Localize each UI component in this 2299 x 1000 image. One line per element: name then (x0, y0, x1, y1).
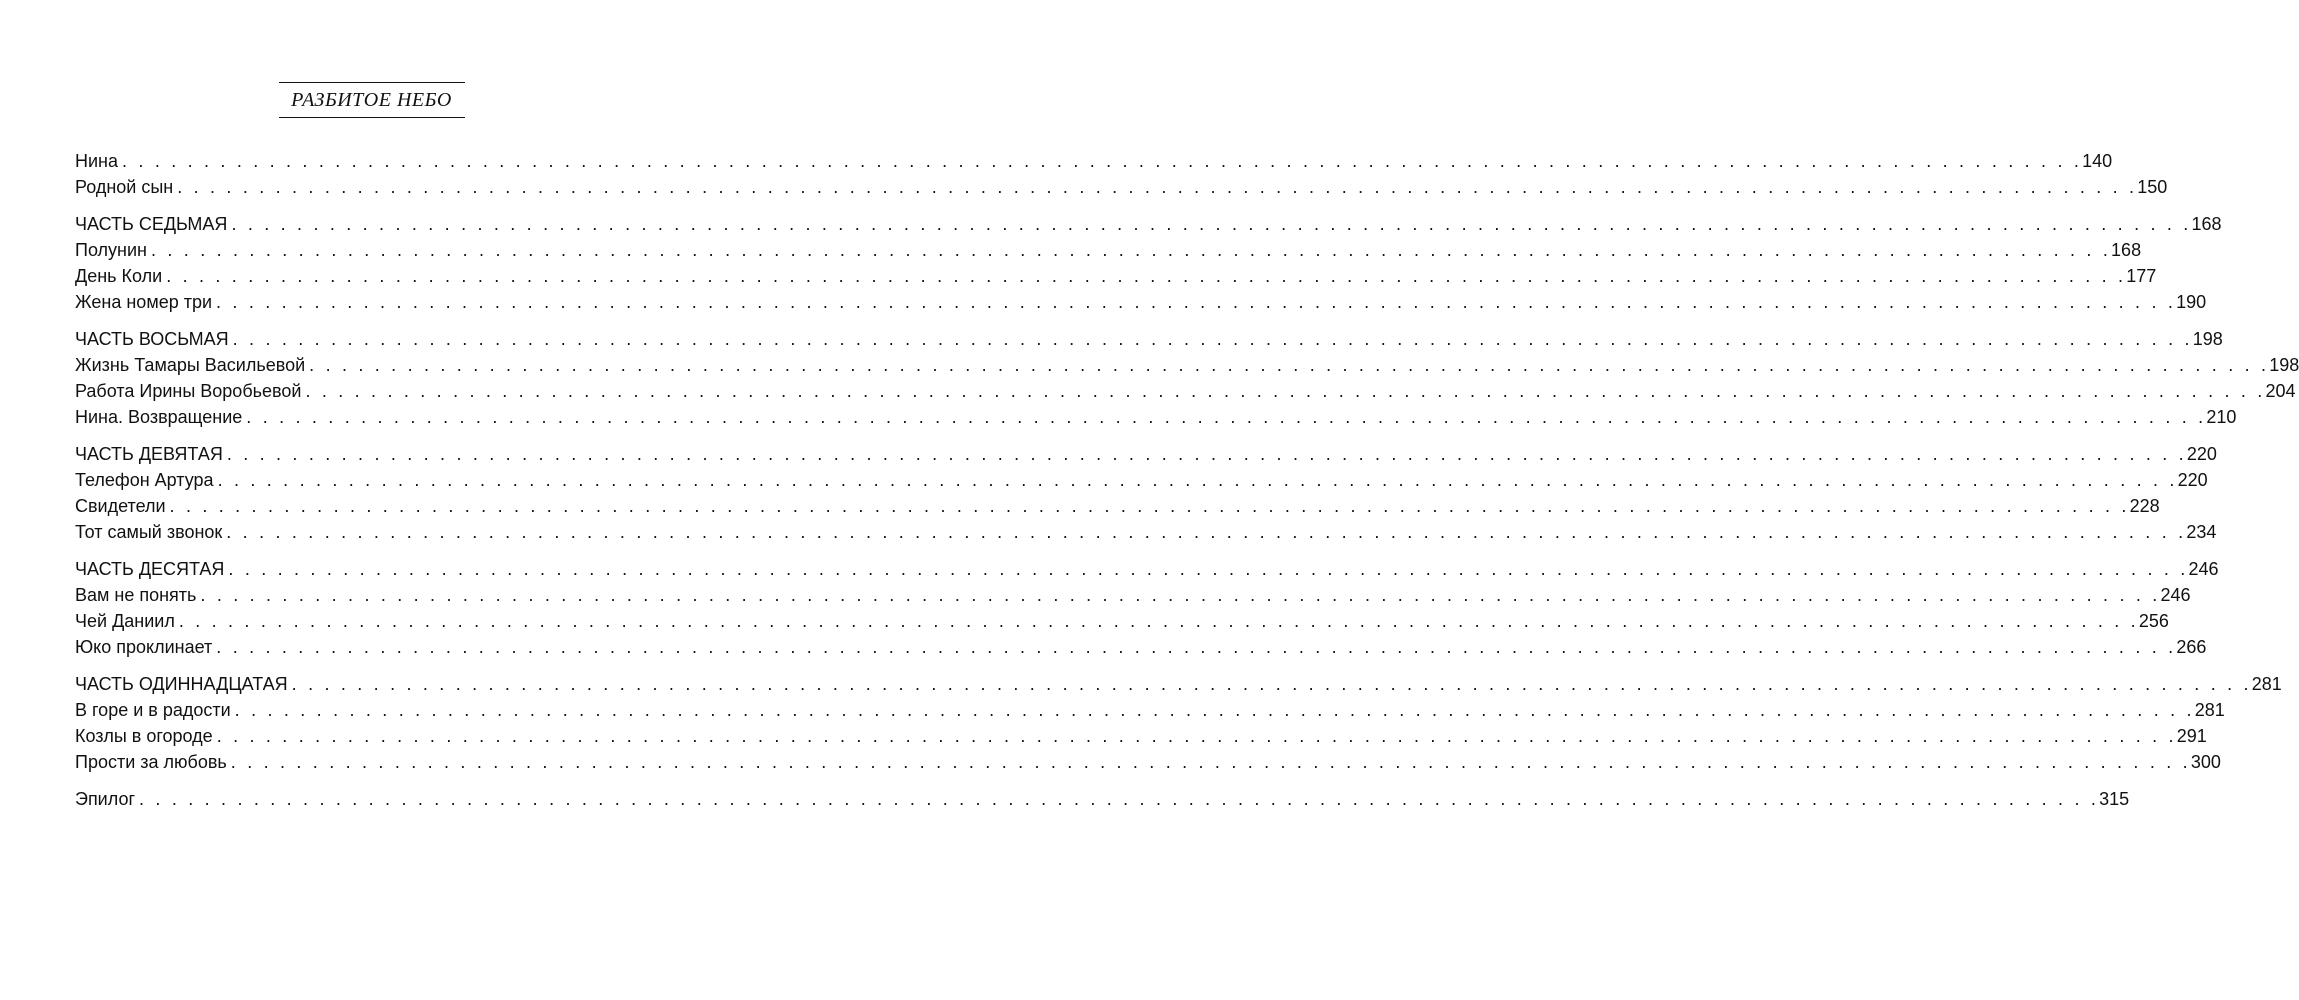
toc-entry-page: 246 (2160, 585, 2191, 605)
header-title: РАЗБИТОЕ НЕБО (291, 89, 452, 111)
toc-entry (75, 634, 2207, 660)
toc-entry (75, 786, 2130, 812)
toc-dot-leader: . . . . . . . . . . . . . . . . . . . . . . . . . . . . . . . . . . . . . . . . . . . . . . . . . . . . . . . . . . . . . . . . . . . . . . . . . . . . . . . . . . . . . . . . . . . . . . . . . . . . . . . . . . . . . . . . . . . . . . . . (216, 726, 2177, 746)
toc-entry (75, 493, 2160, 519)
toc-dot-leader: . . . . . . . . . . . . . . . . . . . . . . . . . . . . . . . . . . . . . . . . . . . . . . . . . . . . . . . . . . . . . . . . . . . . . . . . . . . . . . . . . . . . . . . . . . . . . . . . . . . . . . . . . . . . . . . . . . . . . . . . (228, 559, 2189, 579)
toc-entry-page: 168 (2111, 240, 2142, 260)
toc-entry (75, 326, 2223, 352)
toc-entry-page: 246 (2188, 559, 2219, 579)
toc-dot-leader: . . . . . . . . . . . . . . . . . . . . . . . . . . . . . . . . . . . . . . . . . . . . . . . . . . . . . . . . . . . . . . . . . . . . . . . . . . . . . . . . . . . . . . . . . . . . . . . . . . . . . . . . . . . . . . . . . . . . . . . . (178, 611, 2139, 631)
toc-group (75, 556, 2219, 660)
toc-dot-leader: . . . . . . . . . . . . . . . . . . . . . . . . . . . . . . . . . . . . . . . . . . . . . . . . . . . . . . . . . . . . . . . . . . . . . . . . . . . . . . . . . . . . . . . . . . . . . . . . . . . . . . . . . . . . . . . . . . . . . . . . (226, 444, 2187, 464)
toc-entry-title: Телефон Артура (75, 470, 214, 490)
toc-dot-leader: . . . . . . . . . . . . . . . . . . . . . . . . . . . . . . . . . . . . . . . . . . . . . . . . . . . . . . . . . . . . . . . . . . . . . . . . . . . . . . . . . . . . . . . . . . . . . . . . . . . . . . . . . . . . . . . . . . . . . . . . (217, 470, 2178, 490)
toc-dot-leader: . . . . . . . . . . . . . . . . . . . . . . . . . . . . . . . . . . . . . . . . . . . . . . . . . . . . . . . . . . . . . . . . . . . . . . . . . . . . . . . . . . . . . . . . . . . . . . . . . . . . . . . . . . . . . . . . . . . . . . . . (216, 637, 2177, 657)
toc-entry-title: Жизнь Тамары Васильевой (75, 355, 306, 375)
toc-entry-title: Нина (75, 151, 119, 171)
toc-entry-title: Свидетели (75, 496, 166, 516)
toc-entry (75, 697, 2225, 723)
toc-entry-page: 150 (2137, 177, 2168, 197)
toc-dot-leader: . . . . . . . . . . . . . . . . . . . . . . . . . . . . . . . . . . . . . . . . . . . . . . . . . . . . . . . . . . . . . . . . . . . . . . . . . . . . . . . . . . . . . . . . . . . . . . . . . . . . . . . . . . . . . . . . . . . . . . . . (231, 214, 2192, 234)
toc-entry (75, 608, 2169, 634)
toc-entry-title: Полунин (75, 240, 147, 260)
toc-entry (75, 749, 2221, 775)
toc-entry (75, 174, 2168, 200)
running-header (0, 82, 743, 118)
toc-entry-page: 291 (2176, 726, 2207, 746)
toc-entry-page: 281 (2251, 674, 2282, 694)
toc-group (75, 786, 2130, 812)
toc-entry-title: Тот самый звонок (75, 522, 223, 542)
toc-entry-page: 210 (2206, 407, 2237, 427)
toc-dot-leader: . . . . . . . . . . . . . . . . . . . . . . . . . . . . . . . . . . . . . . . . . . . . . . . . . . . . . . . . . . . . . . . . . . . . . . . . . . . . . . . . . . . . . . . . . . . . . . . . . . . . . . . . . . . . . . . . . . . . . . . . (200, 585, 2161, 605)
toc-group (75, 211, 2222, 315)
toc-entry (75, 289, 2207, 315)
toc-entry-page: 300 (2190, 752, 2221, 772)
toc-entry-title: Юко проклинает (75, 637, 213, 657)
toc-entry-page: 220 (2186, 444, 2217, 464)
toc-dot-leader: . . . . . . . . . . . . . . . . . . . . . . . . . . . . . . . . . . . . . . . . . . . . . . . . . . . . . . . . . . . . . . . . . . . . . . . . . . . . . . . . . . . . . . . . . . . . . . . . . . . . . . . . . . . . . . . . . . . . . . . . (246, 407, 2207, 427)
toc-entry-page: 190 (2176, 292, 2207, 312)
toc-group (75, 326, 2299, 430)
header-rule-box (279, 82, 465, 118)
toc-entry (75, 519, 2217, 545)
toc-entry-page: 140 (2082, 151, 2113, 171)
toc-entry (75, 556, 2219, 582)
toc-entry-title: ЧАСТЬ ДЕВЯТАЯ (75, 444, 223, 464)
toc-dot-leader: . . . . . . . . . . . . . . . . . . . . . . . . . . . . . . . . . . . . . . . . . . . . . . . . . . . . . . . . . . . . . . . . . . . . . . . . . . . . . . . . . . . . . . . . . . . . . . . . . . . . . . . . . . . . . . . . . . . . . . . . (232, 329, 2193, 349)
toc-entry (75, 467, 2208, 493)
toc-entry (75, 723, 2207, 749)
toc-entry-title: ЧАСТЬ ВОСЬМАЯ (75, 329, 229, 349)
toc-entry-title: В горе и в радости (75, 700, 231, 720)
toc-entry-page: 256 (2138, 611, 2169, 631)
toc-entry (75, 237, 2142, 263)
toc-entry-title: Родной сын (75, 177, 174, 197)
table-of-contents (75, 148, 2299, 823)
toc-dot-leader: . . . . . . . . . . . . . . . . . . . . . . . . . . . . . . . . . . . . . . . . . . . . . . . . . . . . . . . . . . . . . . . . . . . . . . . . . . . . . . . . . . . . . . . . . . . . . . . . . . . . . . . . . . . . . . . . . . . . . . . . (216, 292, 2177, 312)
toc-entry-page: 168 (2191, 214, 2222, 234)
toc-entry-title: Прости за любовь (75, 752, 227, 772)
toc-dot-leader: . . . . . . . . . . . . . . . . . . . . . . . . . . . . . . . . . . . . . . . . . . . . . . . . . . . . . . . . . . . . . . . . . . . . . . . . . . . . . . . . . . . . . . . . . . . . . . . . . . . . . . . . . . . . . . . . . . . . . . . . (139, 789, 2100, 809)
toc-entry-title: Козлы в огороде (75, 726, 213, 746)
toc-entry (75, 671, 2282, 697)
toc-entry-page: 198 (2192, 329, 2223, 349)
toc-dot-leader: . . . . . . . . . . . . . . . . . . . . . . . . . . . . . . . . . . . . . . . . . . . . . . . . . . . . . . . . . . . . . . . . . . . . . . . . . . . . . . . . . . . . . . . . . . . . . . . . . . . . . . . . . . . . . . . . . . . . . . . . (169, 496, 2130, 516)
toc-entry-title: Жена номер три (75, 292, 213, 312)
toc-entry (75, 352, 2299, 378)
toc-entry-title: Эпилог (75, 789, 136, 809)
toc-entry (75, 148, 2113, 174)
toc-dot-leader: . . . . . . . . . . . . . . . . . . . . . . . . . . . . . . . . . . . . . . . . . . . . . . . . . . . . . . . . . . . . . . . . . . . . . . . . . . . . . . . . . . . . . . . . . . . . . . . . . . . . . . . . . . . . . . . . . . . . . . . . (230, 752, 2191, 772)
toc-entry-title: День Коли (75, 266, 163, 286)
toc-entry (75, 211, 2222, 237)
toc-dot-leader: . . . . . . . . . . . . . . . . . . . . . . . . . . . . . . . . . . . . . . . . . . . . . . . . . . . . . . . . . . . . . . . . . . . . . . . . . . . . . . . . . . . . . . . . . . . . . . . . . . . . . . . . . . . . . . . . . . . . . . . . (226, 522, 2187, 542)
toc-dot-leader: . . . . . . . . . . . . . . . . . . . . . . . . . . . . . . . . . . . . . . . . . . . . . . . . . . . . . . . . . . . . . . . . . . . . . . . . . . . . . . . . . . . . . . . . . . . . . . . . . . . . . . . . . . . . . . . . . . . . . . . . (305, 381, 2266, 401)
toc-group (75, 441, 2217, 545)
toc-entry-page: 315 (2099, 789, 2130, 809)
toc-entry (75, 404, 2237, 430)
toc-entry-page: 204 (2265, 381, 2296, 401)
toc-entry-title: ЧАСТЬ ДЕСЯТАЯ (75, 559, 225, 579)
toc-entry-title: Вам не понять (75, 585, 197, 605)
toc-entry-title: Нина. Возвращение (75, 407, 243, 427)
toc-entry (75, 441, 2217, 467)
toc-entry-page: 266 (2176, 637, 2207, 657)
toc-entry-page: 228 (2129, 496, 2160, 516)
toc-entry (75, 263, 2157, 289)
toc-dot-leader: . . . . . . . . . . . . . . . . . . . . . . . . . . . . . . . . . . . . . . . . . . . . . . . . . . . . . . . . . . . . . . . . . . . . . . . . . . . . . . . . . . . . . . . . . . . . . . . . . . . . . . . . . . . . . . . . . . . . . . . . (166, 266, 2127, 286)
toc-entry-title: ЧАСТЬ СЕДЬМАЯ (75, 214, 228, 234)
toc-entry-page: 234 (2186, 522, 2217, 542)
toc-group (75, 148, 2168, 200)
toc-dot-leader: . . . . . . . . . . . . . . . . . . . . . . . . . . . . . . . . . . . . . . . . . . . . . . . . . . . . . . . . . . . . . . . . . . . . . . . . . . . . . . . . . . . . . . . . . . . . . . . . . . . . . . . . . . . . . . . . . . . . . . . . (291, 674, 2252, 694)
toc-entry-title: Работа Ирины Воробьевой (75, 381, 302, 401)
toc-entry (75, 582, 2191, 608)
toc-dot-leader: . . . . . . . . . . . . . . . . . . . . . . . . . . . . . . . . . . . . . . . . . . . . . . . . . . . . . . . . . . . . . . . . . . . . . . . . . . . . . . . . . . . . . . . . . . . . . . . . . . . . . . . . . . . . . . . . . . . . . . . . (122, 151, 2083, 171)
toc-entry-page: 281 (2194, 700, 2225, 720)
toc-dot-leader: . . . . . . . . . . . . . . . . . . . . . . . . . . . . . . . . . . . . . . . . . . . . . . . . . . . . . . . . . . . . . . . . . . . . . . . . . . . . . . . . . . . . . . . . . . . . . . . . . . . . . . . . . . . . . . . . . . . . . . . . (234, 700, 2195, 720)
toc-dot-leader: . . . . . . . . . . . . . . . . . . . . . . . . . . . . . . . . . . . . . . . . . . . . . . . . . . . . . . . . . . . . . . . . . . . . . . . . . . . . . . . . . . . . . . . . . . . . . . . . . . . . . . . . . . . . . . . . . . . . . . . . (151, 240, 2112, 260)
toc-dot-leader: . . . . . . . . . . . . . . . . . . . . . . . . . . . . . . . . . . . . . . . . . . . . . . . . . . . . . . . . . . . . . . . . . . . . . . . . . . . . . . . . . . . . . . . . . . . . . . . . . . . . . . . . . . . . . . . . . . . . . . . . (177, 177, 2138, 197)
toc-entry-page: 220 (2177, 470, 2208, 490)
toc-dot-leader: . . . . . . . . . . . . . . . . . . . . . . . . . . . . . . . . . . . . . . . . . . . . . . . . . . . . . . . . . . . . . . . . . . . . . . . . . . . . . . . . . . . . . . . . . . . . . . . . . . . . . . . . . . . . . . . . . . . . . . . . (309, 355, 2270, 375)
toc-entry-page: 177 (2126, 266, 2157, 286)
toc-entry-title: Чей Даниил (75, 611, 175, 631)
toc-entry-page: 198 (2269, 355, 2299, 375)
toc-group (75, 671, 2282, 775)
toc-entry (75, 378, 2296, 404)
toc-entry-title: ЧАСТЬ ОДИННАДЦАТАЯ (75, 674, 288, 694)
